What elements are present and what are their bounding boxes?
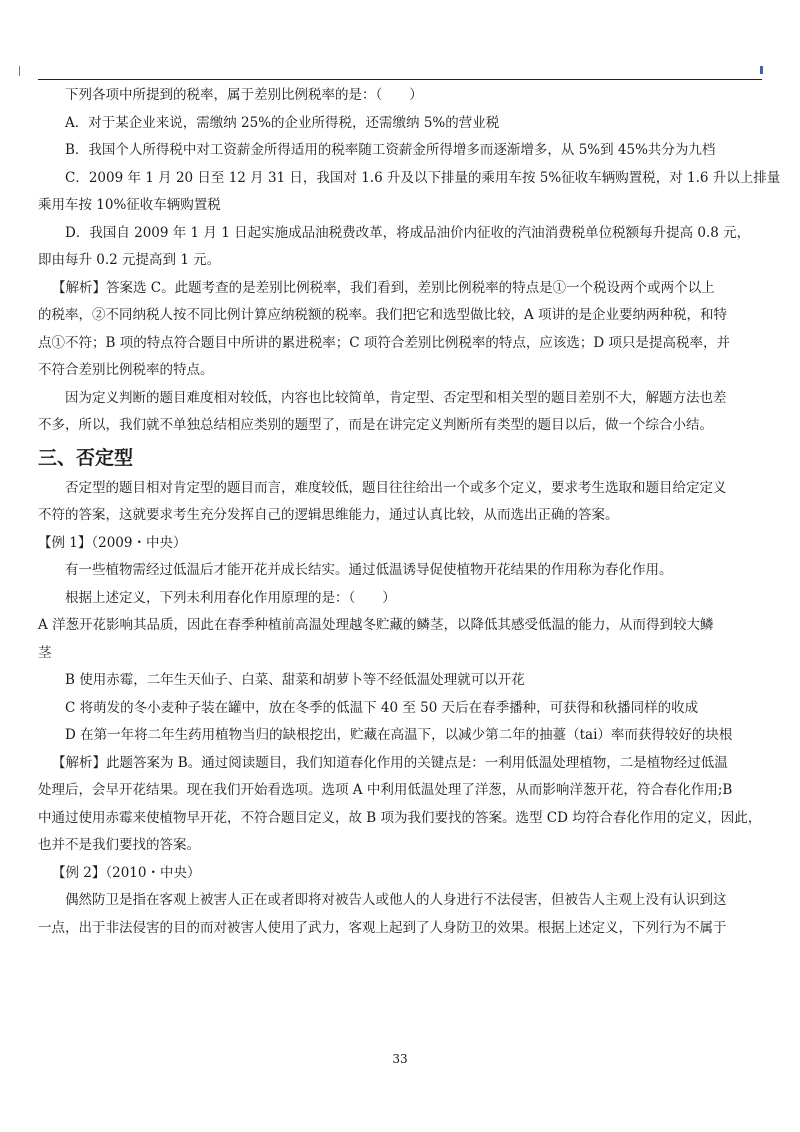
- example-2-label: 【例 2】（2010・中央）: [52, 864, 201, 881]
- header-rule: [38, 79, 762, 80]
- analysis-line: 不符合差别比例税率的特点。: [38, 362, 214, 378]
- section-intro: 不符的答案，这就要求考生充分发挥自己的逻辑思维能力，通过认真比较，从而选出正确的答案。: [38, 507, 619, 523]
- option-d-cont: 即由每升 0.2 元提高到 1 元。: [38, 252, 221, 268]
- example-1-question: 根据上述定义，下列未利用春化作用原理的是：（ ）: [65, 589, 396, 606]
- example-1-option-d: D 在第一年将二年生药用植物当归的缺根挖出，贮藏在高温下，以减少第二年的抽薹（tai）率而获得较好的块根: [65, 727, 733, 743]
- summary-line: 不多，所以，我们就不单独总结相应类别的题型了，而是在讲完定义判断所有类型的题目以后，做一个综合小结。: [38, 417, 713, 433]
- analysis-line: 点①不符；B 项的特点符合题目中所讲的累进税率；C 项符合差别比例税率的特点，应该选；D 项只是提高税率，并: [38, 334, 730, 351]
- option-d: D．我国自 2009 年 1 月 1 日起实施成品油税费改革，将成品油价内征收的汽油消费税单位税额每升提高 0.8 元，: [65, 224, 751, 241]
- option-c: C．2009 年 1 月 20 日至 12 月 31 日，我国对 1.6 升及以下排量的乘用车按 5%征收车辆购置税，对 1.6 升以上排量: [65, 169, 781, 186]
- section-heading: 三、否定型: [38, 446, 134, 469]
- question-stem: 下列各项中所提到的税率，属于差别比例税率的是：（ ）: [65, 87, 423, 103]
- page-number: 33: [392, 1052, 408, 1066]
- option-a: A．对于某企业来说，需缴纳 25%的企业所得税，还需缴纳 5%的营业税: [65, 114, 500, 131]
- example-1-option-a: A 洋葱开花影响其品质，因此在春季种植前高温处理越冬贮藏的鳞茎，以降低其感受低温的能力，从而得到较大鳞: [38, 617, 714, 633]
- option-b: B．我国个人所得税中对工资薪金所得适用的税率随工资薪金所得增多而逐渐增多，从 5%到 45%共分为九档: [65, 142, 716, 158]
- option-c-cont: 乘用车按 10%征收车辆购置税: [38, 197, 221, 213]
- example-2-definition: 偶然防卫是指在客观上被害人正在或者即将对被告人或他人的人身进行不法侵害，但被告人主观上没有认识到这: [65, 892, 727, 908]
- document-body: [38, 82, 781, 942]
- example-1-analysis: 中通过使用赤霉来使植物早开花，不符合题目定义，故 B 项为我们要找的答案。选型 CD 均符合春化作用的定义，因此，: [38, 809, 762, 826]
- example-1-option-c: C 将萌发的冬小麦种子装在罐中，放在冬季的低温下 40 至 50 天后在春季播种，可获得和秋播同样的收成: [65, 699, 699, 716]
- example-1-analysis: 也并不是我们要找的答案。: [38, 837, 200, 853]
- analysis-line: 【解析】答案选 C。此题考查的是差别比例税率，我们看到，差别比例税率的特点是①一个税设两个或两个以上: [52, 279, 715, 296]
- summary-line: 因为定义判断的题目难度相对较低，内容也比较简单，肯定型、否定型和相关型的题目差别不大，解题方法也差: [65, 389, 727, 406]
- section-intro: 否定型的题目相对肯定型的题目而言，难度较低，题目往往给出一个或多个定义，要求考生选取和题目给定定义: [65, 479, 727, 496]
- example-1-definition: 有一些植物需经过低温后才能开花并成长结实。通过低温诱导促使植物开花结果的作用称为春化作用。: [65, 562, 673, 578]
- example-1-option-a-cont: 茎: [38, 644, 52, 661]
- analysis-line: 的税率，②不同纳税人按不同比例计算应纳税额的税率。我们把它和选型做比较，A 项讲的是企业要纳两种税，和特: [38, 307, 728, 323]
- example-1-analysis: 处理后，会早开花结果。现在我们开始看选项。选项 A 中利用低温处理了洋葱，从而影响洋葱开花，符合春化作用;B: [38, 782, 733, 798]
- header-tick-right: [760, 66, 763, 74]
- example-2-definition: 一点，出于非法侵害的目的而对被害人使用了武力，客观上起到了人身防卫的效果。根据上述定义，下列行为不属于: [38, 919, 727, 936]
- example-1-analysis: 【解析】此题答案为 B。通过阅读题目，我们知道春化作用的关键点是：一利用低温处理植物，二是植物经过低温: [52, 754, 728, 771]
- header-tick-left: [19, 66, 20, 76]
- example-1-label: 【例 1】（2009・中央）: [38, 534, 187, 551]
- example-1-option-b: B 使用赤霉，二年生天仙子、白菜、甜菜和胡萝卜等不经低温处理就可以开花: [65, 672, 525, 688]
